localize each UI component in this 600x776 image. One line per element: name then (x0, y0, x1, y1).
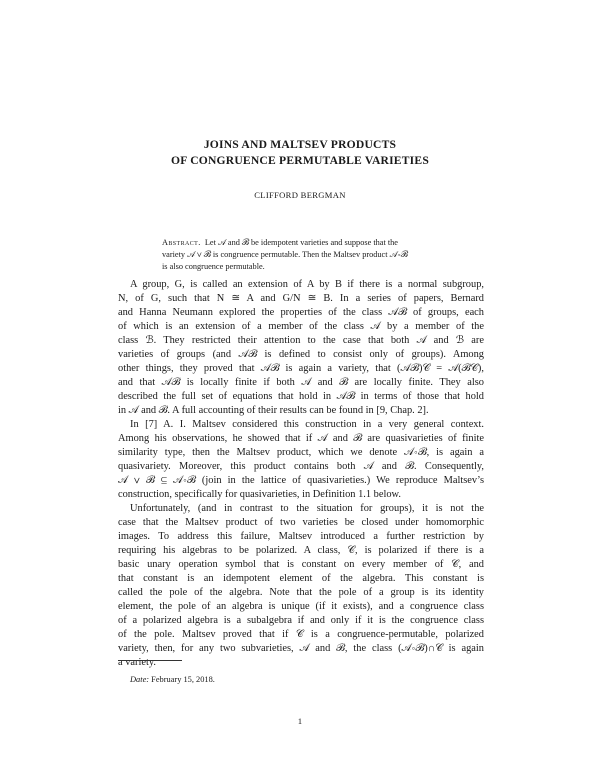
text-line: images. To address this failure, Maltsev introduced a further restriction by (118, 531, 484, 542)
text-line: a variety. (118, 657, 156, 668)
text-line: Unfortunately, (and in contrast to the situation for groups), it is not the (130, 503, 484, 514)
footnote-text: February 15, 2018. (149, 675, 215, 684)
page-number: 1 (297, 716, 303, 726)
text-line: A group, G, is called an extension of A by B if there is a normal subgroup, (130, 279, 484, 290)
text-line: called the pole of the algebra. Note that the pole of a group is its identity (118, 587, 484, 598)
text-line: other things, they proved that 𝒜ℬ is again a variety, that (𝒜ℬ)𝒞 = 𝒜(ℬ𝒞), (118, 363, 484, 374)
text-line: requiring his algebras to be polarized. A class, 𝒞, is polarized if there is a (118, 545, 484, 556)
text-line: class ℬ. They restricted their attention to the case that both 𝒜 and ℬ are (118, 335, 484, 346)
text-line: varieties of groups (and 𝒜ℬ is defined to consist only of groups). Among (118, 349, 484, 360)
footnote (130, 675, 215, 684)
text-line: 𝒜 ∨ ℬ ⊆ 𝒜∘ℬ (join in the lattice of quasivarieties.) We reproduce Maltsev’s (118, 475, 484, 486)
text-line: quasivariety. Moreover, this product contains both 𝒜 and ℬ. Consequently, (118, 461, 484, 472)
body-text (118, 278, 484, 670)
footnote-label: Date: (130, 675, 150, 684)
abstract-label: Abstract. (162, 238, 201, 247)
paragraph-3 (118, 502, 484, 670)
text-line: similarity type, then the Maltsev product, which we denote 𝒜∘ℬ, is again a (118, 447, 484, 458)
text-line: variety, then, for any two subvarieties, 𝒜 and ℬ, the class (𝒜∘ℬ)∩𝒞 is again (118, 643, 484, 654)
text-line: element, the pole of an algebra is unique (if it exists), and a congruence class (118, 601, 484, 612)
text-line: and that 𝒜ℬ is locally finite if both 𝒜 and ℬ are locally finite. They also (118, 377, 484, 388)
abstract-block (162, 237, 458, 273)
text-line: described the full set of equations that hold in 𝒜ℬ in terms of those that hold (118, 391, 484, 402)
paragraph-2 (118, 418, 484, 502)
footnote-rule (118, 660, 182, 661)
author-name: CLIFFORD BERGMAN (254, 190, 346, 200)
text-line: of a polarized algebra is a subalgebra if and only if it is the congruence class (118, 615, 484, 626)
paper-title-line-2: OF CONGRUENCE PERMUTABLE VARIETIES (171, 154, 429, 167)
abstract-line (162, 237, 458, 249)
text-line: and Hanna Neumann explored the properties of the class 𝒜ℬ of groups, each (118, 307, 484, 318)
text-line: Among his observations, he showed that if 𝒜 and ℬ are quasivarieties of finite (118, 433, 484, 444)
text-line: in 𝒜 and ℬ. A full accounting of their results can be found in [9, Chap. 2]. (118, 405, 429, 416)
text-line: case that the Maltsev product of two varieties be closed under homomorphic (118, 517, 484, 528)
text-line: In [7] A. I. Maltsev considered this construction in a very general context. (130, 419, 484, 430)
paper-title-line-1: JOINS AND MALTSEV PRODUCTS (203, 138, 397, 151)
text-line: of the pole. Maltsev proved that if 𝒞 is a congruence-permutable, polarized (118, 629, 484, 640)
abstract-line: variety 𝒜 ∨ ℬ is congruence permutable. Then the Maltsev product 𝒜∘ℬ (162, 250, 408, 259)
text-line: that constant is an idempotent element of the algebra. This constant is (118, 573, 484, 584)
text-line: of which is an extension of a member of the class 𝒜 by a member of the (118, 321, 484, 332)
text-line: N, of G, such that N ≅ A and G/N ≅ B. In a series of papers, Bernard (118, 293, 484, 304)
paragraph-1 (118, 278, 484, 418)
text-line: basic unary operation symbol that is constant on every member of 𝒞, and (118, 559, 484, 570)
abstract-text: Let 𝒜 and ℬ be idempotent varieties and suppose that the (204, 238, 398, 247)
text-line: construction, specifically for quasivarieties, in Definition 1.1 below. (118, 489, 401, 500)
abstract-line: is also congruence permutable. (162, 262, 265, 271)
